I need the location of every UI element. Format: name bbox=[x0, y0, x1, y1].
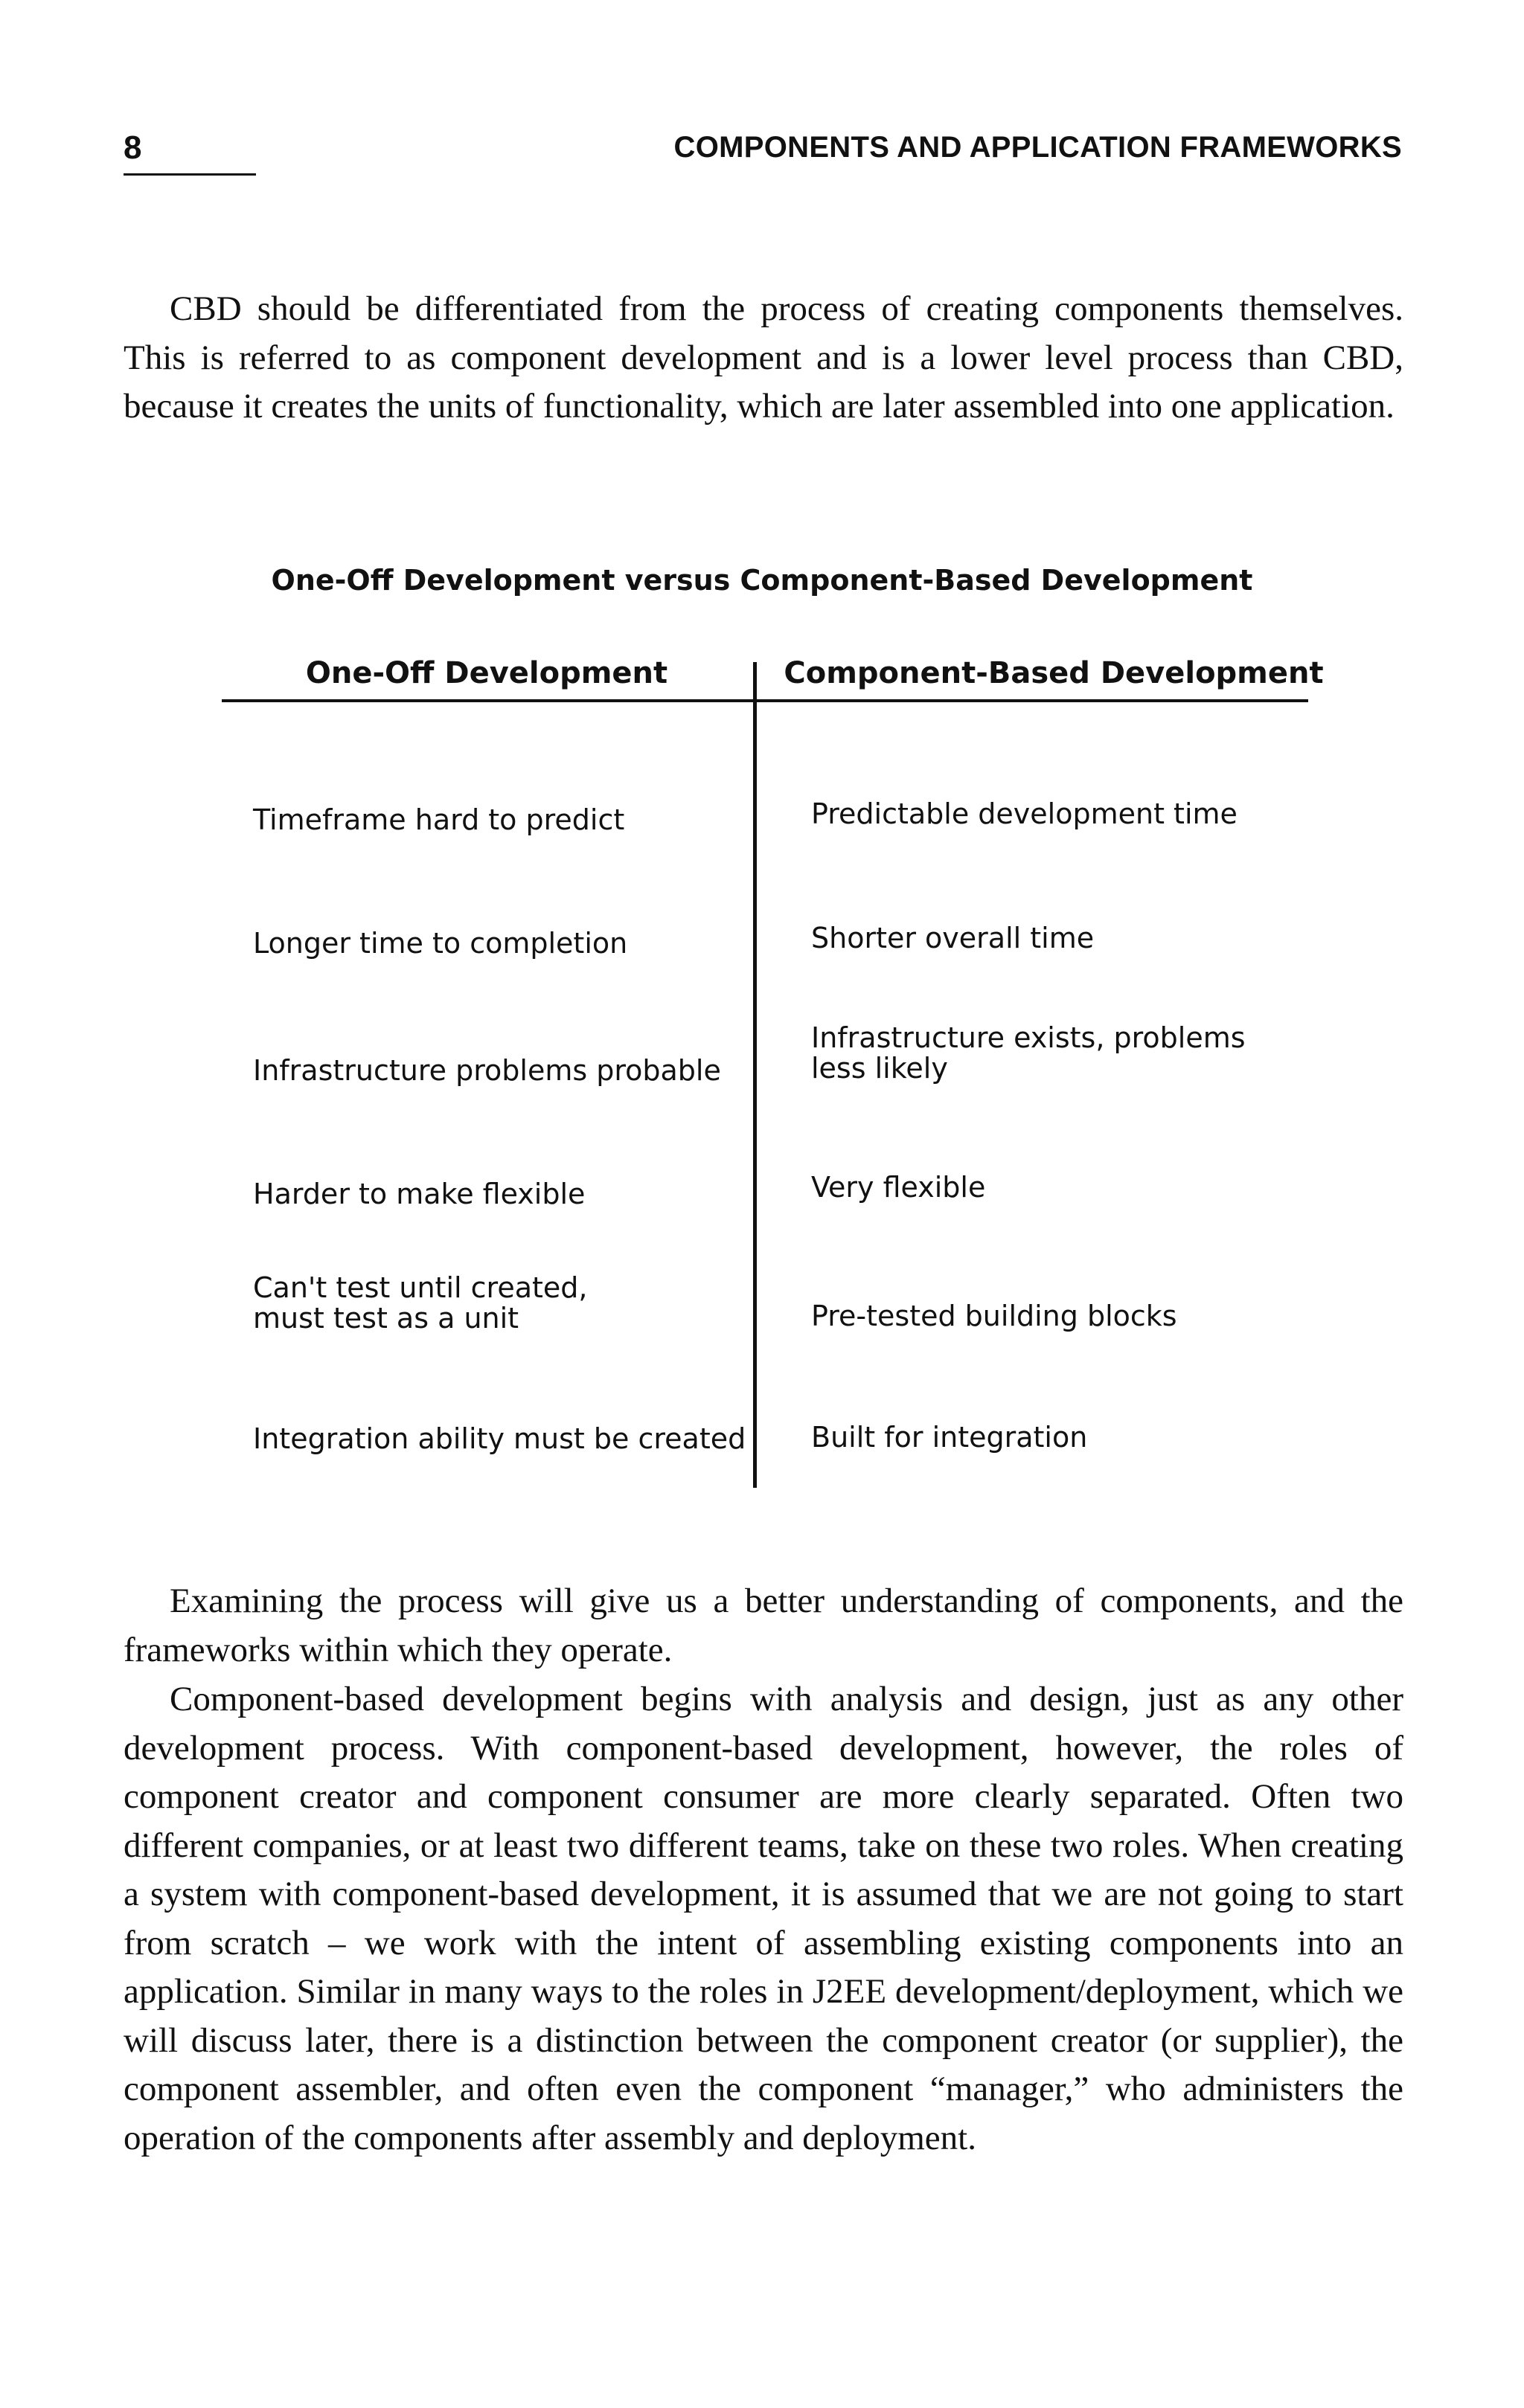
body-paragraph: Component-based development begins with analysis and design, just as any other development process. With component-based development, however, the roles of component creator and component consumer are more clearly separated. Often two different companies, or at least two different teams, take on these two roles. When creating a system with component-based development, it is assumed that we are not going to start from scratch – we work with the intent of assembling existing components into an application. Similar in many ways to the roles in J2EE development/deployment, which we will discuss later, there is a distinction between the component creator (or supplier), the component assembler, and often even the component “manager,” who administers the operation of the components after assembly and deployment. bbox=[124, 1680, 1403, 2157]
column-divider bbox=[753, 662, 757, 1488]
table-cell-right: Pre-tested building blocks bbox=[811, 1300, 1177, 1332]
table-cell-left: Longer time to completion bbox=[253, 927, 628, 960]
table-cell-left: Harder to make flexible bbox=[253, 1178, 586, 1210]
table-cell-left: Integration ability must be created bbox=[253, 1422, 746, 1455]
table-title: One-Off Development versus Component-Based Development bbox=[271, 564, 1253, 597]
header-divider bbox=[222, 699, 1308, 702]
column-header-one-off: One-Off Development bbox=[305, 656, 668, 690]
table-cell-right: Predictable development time bbox=[811, 797, 1238, 830]
column-header-component-based: Component-Based Development bbox=[784, 656, 1324, 690]
table-cell-right: Very flexible bbox=[811, 1171, 986, 1204]
table-cell-right: less likely bbox=[811, 1052, 948, 1085]
table-cell-left: Timeframe hard to predict bbox=[253, 803, 625, 836]
table-cell-right: Infrastructure exists, problems bbox=[811, 1021, 1246, 1054]
running-head: COMPONENTS AND APPLICATION FRAMEWORKS bbox=[673, 131, 1402, 164]
table-cell-left: Can't test until created, bbox=[253, 1271, 588, 1304]
table-cell-left: Infrastructure problems probable bbox=[253, 1054, 721, 1087]
table-cell-left: must test as a unit bbox=[253, 1302, 519, 1335]
page-number-underline bbox=[124, 173, 256, 176]
page-number: 8 bbox=[124, 129, 142, 166]
body-paragraph: CBD should be differentiated from the process of creating components themselves. This is referred to as component development and is a lower level process than CBD, because it creates the units of functionality, which are later assembled into one application. bbox=[124, 289, 1403, 426]
table-cell-right: Built for integration bbox=[811, 1421, 1088, 1454]
body-paragraph: Examining the process will give us a better understanding of components, and the frameworks within which they operate. bbox=[124, 1582, 1403, 1669]
table-cell-right: Shorter overall time bbox=[811, 922, 1095, 954]
